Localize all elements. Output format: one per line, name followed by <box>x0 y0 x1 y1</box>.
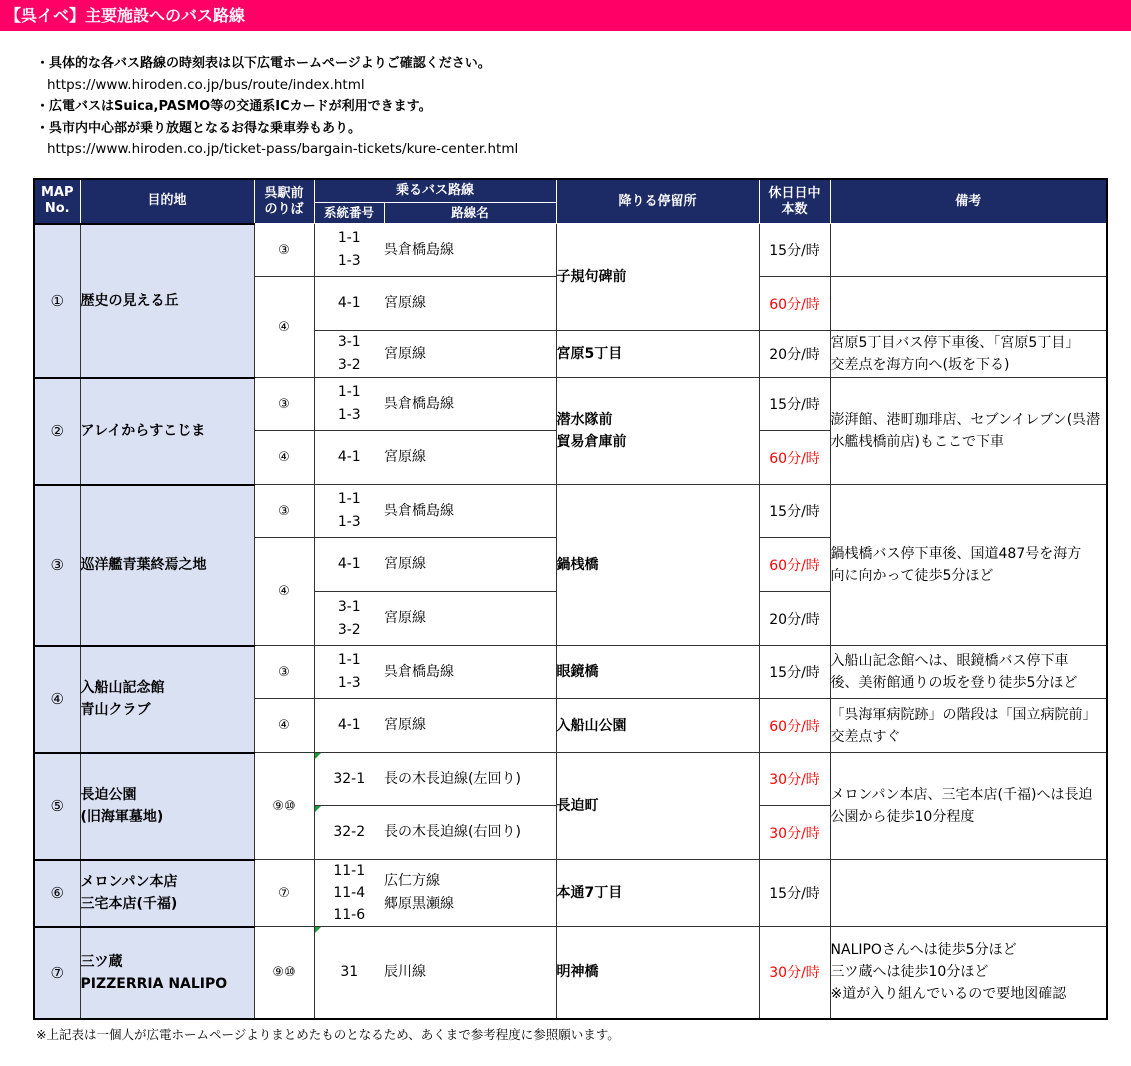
table-row <box>34 378 1107 431</box>
route-name: 宮原線 <box>384 277 556 331</box>
route-name: 宮原線 <box>384 538 556 592</box>
route-name: 長の木長迫線(左回り) <box>384 753 556 806</box>
route-number: 3-1 3-2 <box>314 331 384 378</box>
frequency: 30分/時 <box>759 753 830 806</box>
header-destination: 目的地 <box>80 179 254 224</box>
platform: ③ <box>254 485 314 538</box>
frequency: 30分/時 <box>759 806 830 860</box>
route-number: 11-1 11-4 11-6 <box>314 860 384 927</box>
frequency: 60分/時 <box>759 431 830 485</box>
route-name: 宮原線 <box>384 699 556 753</box>
stop-name: 潜水隊前 貿易倉庫前 <box>556 378 759 485</box>
frequency: 15分/時 <box>759 646 830 699</box>
header-remarks: 備考 <box>830 179 1107 224</box>
stop-name: 眼鏡橋 <box>556 646 759 699</box>
remarks: NALIPOさんへは徒歩5分ほど 三ツ蔵へは徒歩10分ほど ※道が入り組んでいるので要地図確認 <box>830 927 1107 1019</box>
route-number: 4-1 <box>314 538 384 592</box>
bus-route-table <box>33 178 1108 1020</box>
note-timetable: ・具体的な各バス路線の時刻表は以下広電ホームページよりご確認ください。 <box>36 56 491 71</box>
remarks: 「呉海軍病院跡」の階段は「国立病院前」 交差点すぐ <box>830 699 1107 753</box>
map-number: ③ <box>34 485 80 646</box>
route-name: 呉倉橋島線 <box>384 224 556 277</box>
route-name: 呉倉橋島線 <box>384 485 556 538</box>
header-stop: 降りる停留所 <box>556 179 759 224</box>
route-name: 宮原線 <box>384 431 556 485</box>
remarks: メロンパン本店、三宅本店(千福)へは長迫 公園から徒歩10分程度 <box>830 753 1107 860</box>
header-platform: 呉駅前 のりば <box>254 179 314 224</box>
route-number: 1-1 1-3 <box>314 378 384 431</box>
platform: ⑦ <box>254 860 314 927</box>
route-name: 広仁方線 郷原黒瀬線 <box>384 860 556 927</box>
route-number: 4-1 <box>314 699 384 753</box>
platform: ④ <box>254 431 314 485</box>
platform: ④ <box>254 699 314 753</box>
notes-block <box>36 53 518 161</box>
frequency: 15分/時 <box>759 224 830 277</box>
route-name: 長の木長迫線(右回り) <box>384 806 556 860</box>
route-number: 1-1 1-3 <box>314 224 384 277</box>
header-frequency: 休日日中 本数 <box>759 179 830 224</box>
frequency: 15分/時 <box>759 378 830 431</box>
route-name: 辰川線 <box>384 927 556 1019</box>
remarks: 鍋桟橋バス停下車後、国道487号を海方 向に向かって徒歩5分ほど <box>830 485 1107 646</box>
remarks: 澎湃館、港町珈琲店、セブンイレブン(呉潜 水艦桟橋前店)もここで下車 <box>830 378 1107 485</box>
route-number: 4-1 <box>314 431 384 485</box>
remarks: 入船山記念館へは、眼鏡橋バス停下車 後、美術館通りの坂を登り徒歩5分ほど <box>830 646 1107 699</box>
route-name: 呉倉橋島線 <box>384 646 556 699</box>
route-number: 3-1 3-2 <box>314 592 384 646</box>
table-row <box>34 646 1107 699</box>
note-pass: ・呉市内中心部が乗り放題となるお得な乗車券もあり。 <box>36 120 362 136</box>
frequency: 15分/時 <box>759 860 830 927</box>
frequency: 60分/時 <box>759 699 830 753</box>
footer-disclaimer: ※上記表は一個人が広電ホームページよりまとめたものとなるため、あくまで参考程度に参照願います。 <box>36 1027 620 1042</box>
route-number: 32-2 <box>314 806 384 860</box>
header-map-no: MAP No. <box>34 179 80 224</box>
table-row <box>34 224 1107 277</box>
platform: ⑨⑩ <box>254 927 314 1019</box>
platform: ④ <box>254 538 314 646</box>
route-number: 1-1 1-3 <box>314 646 384 699</box>
destination: 巡洋艦青葉終焉之地 <box>80 485 254 646</box>
table-row <box>34 753 1107 806</box>
header-route-group: 乗るバス路線 <box>314 179 556 203</box>
frequency: 20分/時 <box>759 592 830 646</box>
destination: メロンパン本店 三宅本店(千福) <box>80 860 254 927</box>
frequency: 20分/時 <box>759 331 830 378</box>
note-ic-card: ・広電バスはSuica,PASMO等の交通系ICカードが利用できます。 <box>36 99 432 114</box>
map-number: ① <box>34 224 80 378</box>
map-number: ④ <box>34 646 80 753</box>
table-row <box>34 927 1107 1019</box>
route-name: 宮原線 <box>384 331 556 378</box>
route-number: 32-1 <box>314 753 384 806</box>
stop-name: 入船山公園 <box>556 699 759 753</box>
map-number: ② <box>34 378 80 485</box>
stop-name: 本通7丁目 <box>556 860 759 927</box>
remarks <box>830 860 1107 927</box>
route-number: 4-1 <box>314 277 384 331</box>
platform: ③ <box>254 646 314 699</box>
frequency: 60分/時 <box>759 277 830 331</box>
destination: 長迫公園 (旧海軍墓地) <box>80 753 254 860</box>
page-title: 【呉イベ】主要施設へのバス路線 <box>0 0 1131 31</box>
link-kure-center-pass[interactable]: https://www.hiroden.co.jp/ticket-pass/bargain-tickets/kure-center.html <box>47 141 519 157</box>
stop-name: 明神橋 <box>556 927 759 1019</box>
frequency: 60分/時 <box>759 538 830 592</box>
table-row <box>34 860 1107 927</box>
platform: ⑨⑩ <box>254 753 314 860</box>
platform: ③ <box>254 378 314 431</box>
platform: ③ <box>254 224 314 277</box>
route-name: 宮原線 <box>384 592 556 646</box>
route-number: 31 <box>314 927 384 1019</box>
frequency: 30分/時 <box>759 927 830 1019</box>
header-route-name: 路線名 <box>384 203 556 224</box>
stop-name: 長迫町 <box>556 753 759 860</box>
map-number: ⑤ <box>34 753 80 860</box>
destination: 三ツ蔵 PIZZERRIA NALIPO <box>80 927 254 1019</box>
map-number: ⑦ <box>34 927 80 1019</box>
stop-name: 鍋桟橋 <box>556 485 759 646</box>
destination: アレイからすこじま <box>80 378 254 485</box>
frequency: 15分/時 <box>759 485 830 538</box>
remarks <box>830 277 1107 331</box>
stop-name: 宮原5丁目 <box>556 331 759 378</box>
route-name: 呉倉橋島線 <box>384 378 556 431</box>
header-route-num: 系統番号 <box>314 203 384 224</box>
platform: ④ <box>254 277 314 378</box>
remarks <box>830 224 1107 277</box>
remarks: 宮原5丁目バス停下車後、「宮原5丁目」 交差点を海方向へ(坂を下る) <box>830 331 1107 378</box>
map-number: ⑥ <box>34 860 80 927</box>
destination: 入船山記念館 青山クラブ <box>80 646 254 753</box>
destination: 歴史の見える丘 <box>80 224 254 378</box>
link-route-index[interactable]: https://www.hiroden.co.jp/bus/route/index.html <box>47 76 365 93</box>
table-row <box>34 485 1107 538</box>
stop-name: 子規句碑前 <box>556 224 759 331</box>
route-number: 1-1 1-3 <box>314 485 384 538</box>
